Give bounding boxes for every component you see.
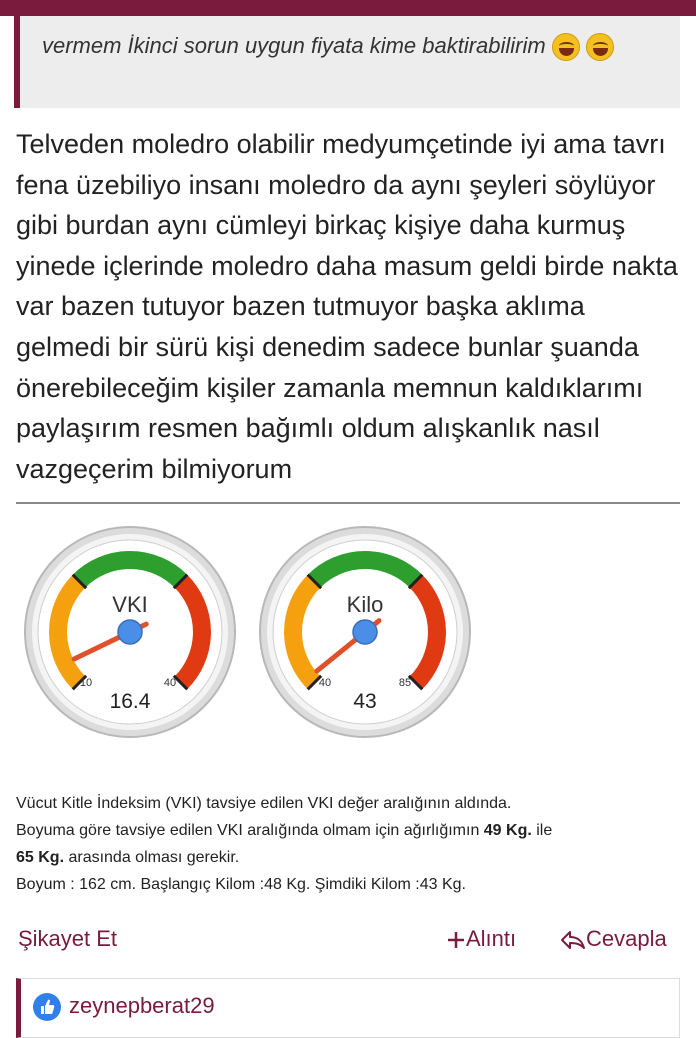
signature-divider bbox=[16, 502, 680, 504]
post-body: Telveden moledro olabilir medyumçetinde iyi ama tavrı fena üzebiliyo insanı moledro da aynı şeyleri söylüyor gibi burdan aynı cümleyi birkaç kişiye daha kurmuş yinede içlerinde moledro daha masum geldi birde nakta var bazen tutuyor bazen tutmuyor başka aklıma gelmedi bir sürü kişi denedim sadece bunlar şuanda önerebileceğim kişiler zamanla memnun kaldıklarımı paylaşırım resmen bağımlı oldum alışkanlık nasıl vazgeçerim bilmiyorum bbox=[16, 129, 678, 484]
vki-min-label: 10 bbox=[79, 677, 93, 689]
plus-icon bbox=[446, 930, 466, 950]
username-link[interactable]: zeynepberat29 bbox=[69, 993, 215, 1018]
kilo-max-label: 85 bbox=[398, 677, 412, 689]
reply-label: Cevapla bbox=[586, 926, 667, 951]
reply-button[interactable] bbox=[560, 920, 667, 958]
vki-gauge-label: VKI bbox=[112, 592, 148, 617]
reply-icon bbox=[560, 929, 586, 951]
bmi-info-line-3-suffix: arasında olması gerekir. bbox=[64, 849, 240, 866]
kilo-gauge-label: Kilo bbox=[346, 592, 384, 617]
report-button[interactable] bbox=[18, 920, 117, 958]
quoted-message bbox=[14, 16, 680, 108]
bmi-info-line-2 bbox=[16, 817, 686, 844]
bmi-info-line-4: Boyum : 162 cm. Başlangıç Kilom :48 Kg. Şimdiki Kilom :43 Kg. bbox=[16, 876, 466, 893]
vki-value: 16.4 bbox=[109, 690, 151, 713]
vki-needle-hub bbox=[118, 620, 142, 644]
vki-max-label: 40 bbox=[163, 677, 177, 689]
rolling-laughing-emoji-icon bbox=[552, 33, 580, 61]
kilo-gauge bbox=[260, 527, 470, 737]
kilo-needle-hub bbox=[353, 620, 377, 644]
quote-label: Alıntı bbox=[466, 926, 517, 951]
gauges-panel bbox=[20, 532, 420, 762]
like-icon bbox=[33, 993, 61, 1021]
bmi-info-line-1: Vücut Kitle İndeksim (VKI) tavsiye edilen VKI değer aralığının aldında. bbox=[16, 795, 512, 812]
report-label: Şikayet Et bbox=[18, 926, 118, 951]
quote-text-block bbox=[42, 30, 672, 62]
bmi-info-max-weight: 65 Kg. bbox=[16, 849, 65, 866]
bmi-info-line-3 bbox=[16, 844, 686, 871]
vki-gauge bbox=[25, 527, 235, 737]
rolling-laughing-emoji-icon bbox=[586, 33, 614, 61]
post-actions bbox=[16, 920, 680, 960]
next-post bbox=[16, 978, 680, 1038]
kilo-min-label: 40 bbox=[318, 677, 332, 689]
bmi-info-line-2-prefix: Boyuma göre tavsiye edilen VKI aralığında olmam için ağırlığımın bbox=[16, 822, 484, 839]
bmi-info-min-weight: 49 Kg. bbox=[483, 822, 532, 839]
quote-button[interactable] bbox=[446, 920, 516, 958]
quote-text: vermem İkinci sorun uygun fiyata kime baktirabilirim bbox=[42, 33, 546, 58]
bmi-info bbox=[16, 790, 686, 898]
bmi-info-line-2-mid: ile bbox=[531, 822, 553, 839]
kilo-value: 43 bbox=[353, 690, 377, 713]
top-bar bbox=[0, 0, 696, 16]
